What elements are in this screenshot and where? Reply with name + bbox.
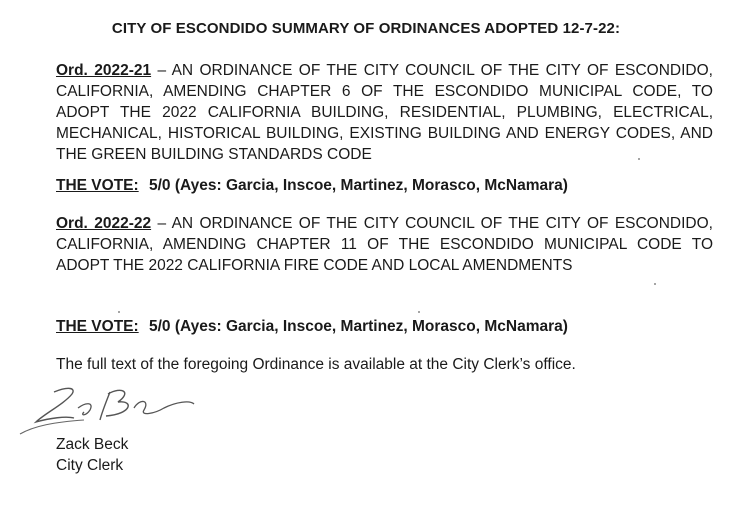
ordinance-2022-21 [56,60,713,165]
ordinance-number: Ord. 2022-22 [56,215,152,232]
scan-speck [118,311,120,313]
signatory [56,434,128,476]
ordinance-text: – AN ORDINANCE OF THE CITY COUNCIL OF THE CITY OF ESCONDIDO, CALIFORNIA, AMENDING CHAPTER 11 OF THE ESCONDIDO MUNICIPAL CODE TO ADOPT THE 2022 CALIFORNIA FIRE CODE AND LOCAL AMENDMENTS [56,215,713,274]
scan-speck [418,311,420,313]
scan-speck [638,158,640,160]
vote-2022-21 [56,177,568,195]
vote-label: THE VOTE: [56,177,139,194]
ordinance-2022-22 [56,213,713,276]
ordinance-text: – AN ORDINANCE OF THE CITY COUNCIL OF THE CITY OF ESCONDIDO, CALIFORNIA, AMENDING CHAPTER 6 OF THE ESCONDIDO MUNICIPAL CODE, TO ADOPT THE 2022 CALIFORNIA BUILDING, RESIDENTIAL, PLUMBING, ELECTRICAL, MECHANICAL, HISTORICAL BUILDING, EXISTING BUILDING AND ENERGY CODES, AND THE GREEN BUILDING STANDARDS CODE [56,62,713,163]
ordinance-number: Ord. 2022-21 [56,62,152,79]
vote-2022-22 [56,318,568,336]
signatory-name: Zack Beck [56,436,129,453]
vote-label: THE VOTE: [56,318,139,335]
availability-note: The full text of the foregoing Ordinance is available at the City Clerk’s office. [56,356,576,373]
handwritten-signature [14,378,204,438]
vote-result: 5/0 (Ayes: Garcia, Inscoe, Martinez, Morasco, McNamara) [148,318,568,335]
scan-speck [654,283,656,285]
vote-result: 5/0 (Ayes: Garcia, Inscoe, Martinez, Morasco, McNamara) [148,177,568,194]
document-title: CITY OF ESCONDIDO SUMMARY OF ORDINANCES ADOPTED 12-7-22: [111,20,621,37]
signatory-title: City Clerk [56,457,124,474]
